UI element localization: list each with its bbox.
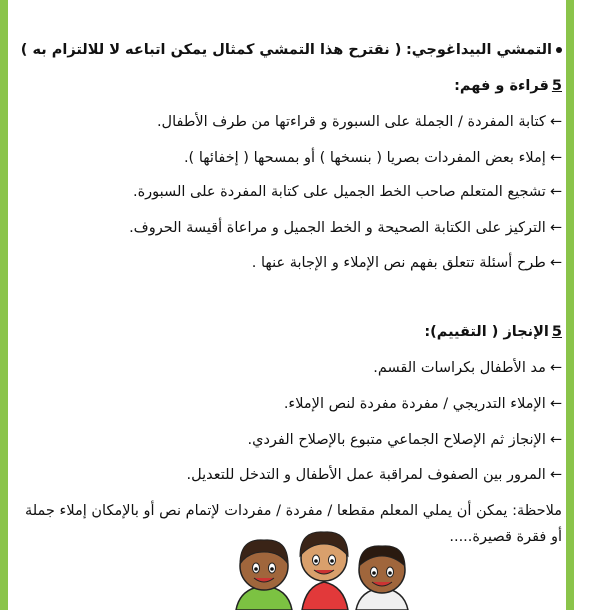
list-item: ←الإملاء التدريجي / مفردة مفردة لنص الإملاء. [283,396,562,412]
approach-note: ( نقترح هذا التمشي كمثال يمكن اتباعه لا للالتزام به ) [20,42,402,58]
list-item: ←تشجيع المتعلم صاحب الخط الجميل على كتابة المفردة على السبورة. [132,184,562,200]
list-item: ←كتابة المفردة / الجملة على السبورة و قراءتها من طرف الأطفال. [156,114,562,130]
arrow-left-icon: ← [549,184,562,200]
child-left-figure [236,540,292,610]
assessment-heading: الإنجاز ( التقييم): [424,324,549,340]
children-illustration [222,520,422,610]
assessment-heading-line [14,322,562,342]
arrow-left-icon: ← [549,360,562,376]
page-border-right [566,0,574,610]
child-right-figure [356,546,408,610]
arrow-left-icon: ← [549,114,562,130]
arrow-left-icon: ← [549,467,562,483]
remark-paragraph: ملاحظة: يمكن أن يملي المعلم مقطعا / مفردة / مفردات لإتمام نص أو بالإمكان إملاء جملة أو فقرة قصيرة..... [24,503,562,545]
bullet-icon [556,47,562,53]
arrow-left-icon: ← [549,255,562,271]
reading-heading: قراءة و فهم: [454,78,549,94]
list-item: ←التركيز على الكتابة الصحيحة و الخط الجميل و مراعاة أقيسة الحروف. [129,220,562,236]
arrow-left-icon: ← [549,150,562,166]
section-number: 5 [551,324,562,340]
document-page [14,0,562,610]
page-border-left [0,0,8,610]
list-item: ←الإنجاز ثم الإصلاح الجماعي متبوع بالإصلاح الفردي. [247,432,562,448]
child-middle-figure [300,532,348,610]
arrow-left-icon: ← [549,396,562,412]
list-item: ←طرح أسئلة تتعلق بفهم نص الإملاء و الإجابة عنها . [251,255,562,271]
approach-title: التمشي البيداغوجي: [405,42,552,58]
list-item: ←مد الأطفال بكراسات القسم. [373,360,562,376]
list-item: ←المرور بين الصفوف لمراقبة عمل الأطفال و التدخل للتعديل. [186,467,562,483]
section-number: 5 [551,78,562,94]
arrow-left-icon: ← [549,432,562,448]
approach-line [14,40,562,60]
list-item: ←إملاء بعض المفردات بصريا ( بنسخها ) أو بمسحها ( إخفائها ). [183,150,562,166]
arrow-left-icon: ← [549,220,562,236]
reading-heading-line [14,76,562,96]
